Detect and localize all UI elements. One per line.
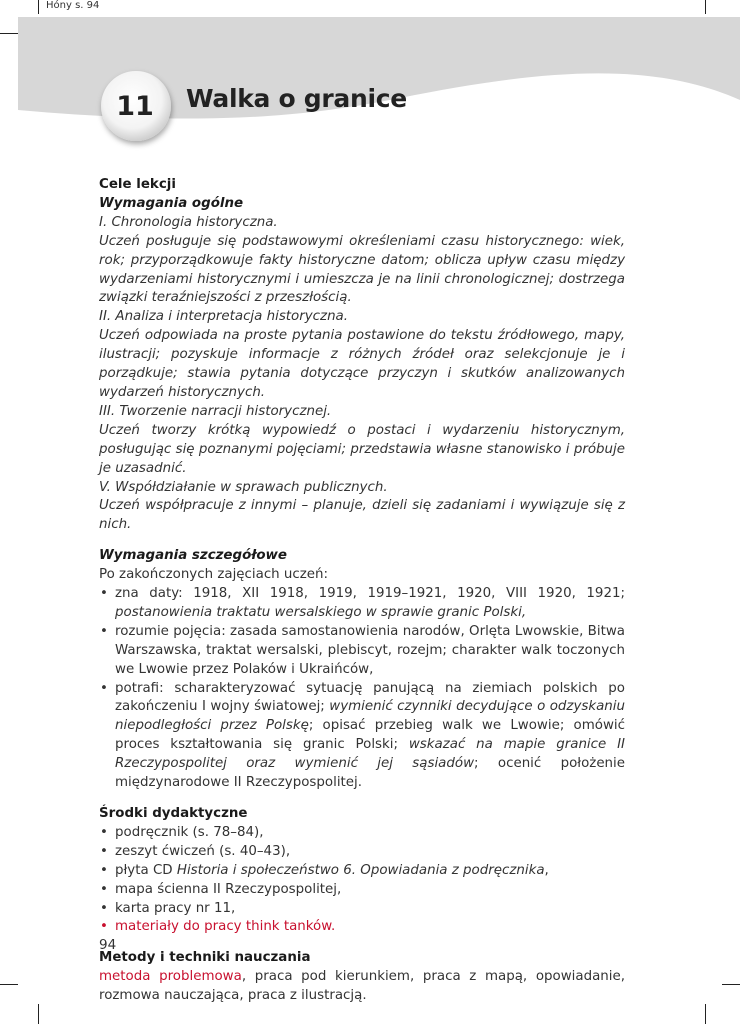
goals-heading: Cele lekcji — [99, 177, 176, 192]
detailed-requirements-heading: Wymagania szczegółowe — [99, 548, 287, 564]
requirement-title: III. Tworzenie narracji historycznej. — [99, 403, 332, 419]
requirement-title: V. Współdziałanie w sprawach publicznych. — [99, 479, 388, 495]
detailed-intro: Po zakończonych zajęciach uczeń: — [99, 567, 329, 583]
general-requirements-heading: Wymagania ogólne — [99, 195, 244, 211]
print-slug: Hóny s. 94 — [46, 0, 100, 11]
requirement-text: Uczeń odpowiada na proste pytania postawione do tekstu źródłowego, mapy, ilustracji; pozyskuje informacje z różnych źródeł oraz selekcjonuje je i porządkuje; stawia pytania dotyczące przyczyn i skutków analizowanych wydarzeń historycznych. — [99, 328, 625, 400]
crop-mark — [38, 1004, 39, 1024]
methods-text: metoda problemowa, praca pod kierunkiem, praca z mapą, opowiadanie, rozmowa nauczająca, praca z ilustracją. — [99, 969, 625, 1004]
crop-mark — [0, 984, 18, 985]
list-item: • zeszyt ćwiczeń (s. 40–43), — [99, 843, 625, 862]
chapter-number: 11 — [116, 91, 154, 122]
requirement-text: Uczeń współpracuje z innymi – planuje, dzieli się zadaniami i wywiązuje się z nich. — [99, 498, 625, 533]
chapter-title: Walka o granice — [186, 84, 407, 113]
requirement-title: I. Chronologia historyczna. — [99, 214, 278, 230]
list-item: • rozumie pojęcia: zasada samostanowienia narodów, Orlęta Lwowskie, Bitwa Warszawska, traktat wersalski, plebiscyt, rozejm; charakter walk toczonych we Lwowie przez Polaków i Ukraińców, — [99, 623, 625, 680]
methods-highlight: metoda problemowa — [99, 969, 242, 985]
list-item: • zna daty: 1918, XII 1918, 1919, 1919–1921, 1920, VIII 1920, 1921; postanowienia traktatu wersalskiego w sprawie granic Polski, — [99, 585, 625, 623]
page-number: 94 — [99, 937, 117, 953]
list-item: • karta pracy nr 11, — [99, 900, 625, 919]
resources-list — [99, 824, 625, 937]
list-item: • mapa ścienna II Rzeczypospolitej, — [99, 881, 625, 900]
detailed-requirements-list — [99, 585, 625, 793]
list-item: • płyta CD Historia i społeczeństwo 6. Opowiadania z podręcznika, — [99, 862, 625, 881]
requirement-text: Uczeń tworzy krótką wypowiedź o postaci i wydarzeniu historycznym, posługując się poznanymi pojęciami; przedstawia własne stanowisko i próbuje je uzasadnić. — [99, 422, 625, 476]
crop-mark — [722, 984, 740, 985]
resources-heading: Środki dydaktyczne — [99, 806, 248, 821]
requirement-title: II. Analiza i interpretacja historyczna. — [99, 309, 349, 325]
requirement-text: Uczeń posługuje się podstawowymi określeniami czasu historycznego: wiek, rok; przyporządkowuje fakty historyczne datom; oblicza upływ czasu między wydarzeniami historycznymi i umieszcza je na linii chronologicznej; dostrzega związki teraźniejszości z przeszłością. — [99, 233, 625, 306]
crop-mark — [705, 1004, 706, 1024]
list-item-highlighted: • materiały do pracy think tanków. — [99, 918, 625, 937]
list-item: • podręcznik (s. 78–84), — [99, 824, 625, 843]
methods-heading: Metody i techniki nauczania — [99, 950, 311, 966]
lesson-content — [99, 176, 625, 1006]
list-item: • potrafi: scharakteryzować sytuację panującą na ziemiach polskich po zakończeniu I wojny światowej; wymienić czynniki decydujące o odzyskaniu niepodległości przez Polskę; opisać przebieg walk we Lwowie; omówić proces kształtowania się granic Polski; wskazać na mapie granice II Rzeczypospolitej oraz wymienić jej sąsiadów; ocenić położenie międzynarodowe II Rzeczypospolitej. — [99, 680, 625, 793]
